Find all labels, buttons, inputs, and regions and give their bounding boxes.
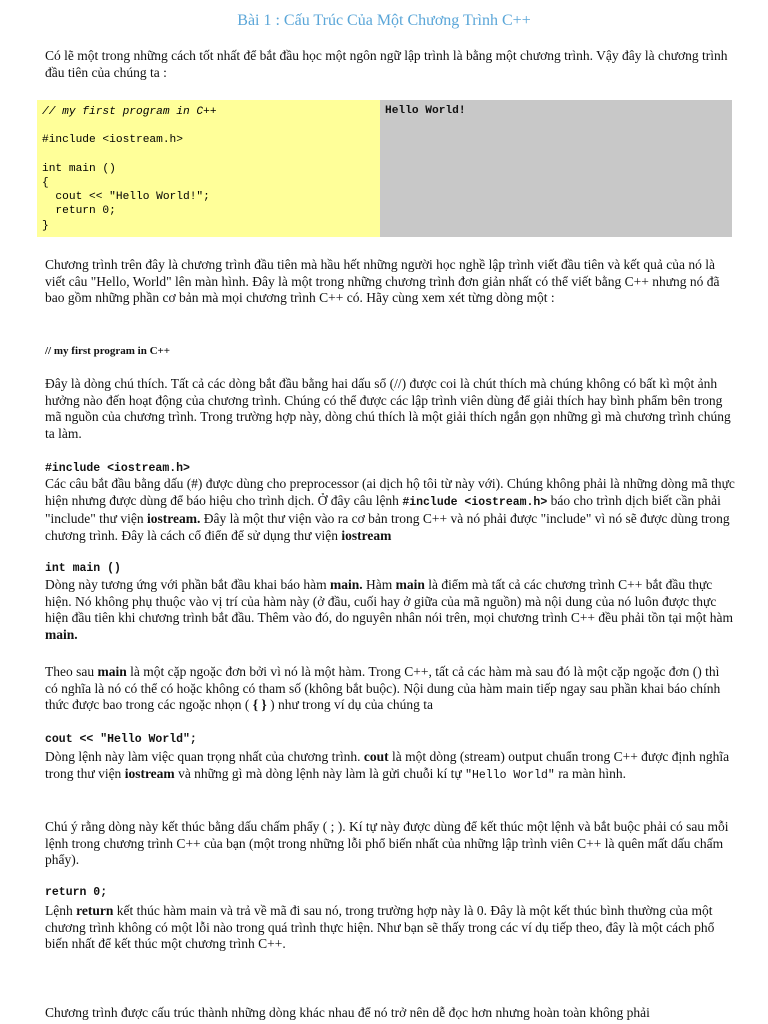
bold-term: iostream <box>124 765 175 781</box>
section-heading-comment: // my first program in C++ <box>45 345 171 357</box>
semicolon-paragraph: Chú ý rằng dòng này kết thúc bằng dấu chấm phẩy ( ; ). Kí tự này được dùng để kết thúc một lệnh và bắt buộc phải có sau mỗi lệnh trong chương trình C++ của bạn (một trong những lỗi phổ biến nhất của những lập trình viên C++ là quên mất dấu chấm phẩy). <box>45 819 729 867</box>
closing-paragraph: Chương trình được cấu trúc thành những dòng khác nhau để nó trở nên dễ đọc hơn nhưng hoàn toàn không phải <box>45 1005 650 1020</box>
section-heading-main: int main () <box>45 562 121 575</box>
return-paragraph <box>45 903 735 953</box>
text-run: Các câu bắt đầu bằng dấu (#) được dùng cho preprocessor (ai dịch hộ tôi từ này với). Chúng không phải là những dòng mã thực hiện nhưng được dùng để báo hiệu cho trình dịch. Ở đây câu lệnh <box>45 476 735 508</box>
text-run: Lệnh <box>45 903 77 918</box>
page-title: Bài 1 : Cấu Trúc Của Một Chương Trình C++ <box>237 12 531 29</box>
text-run: Đây là một thư viện vào ra cơ bản trong C++ và nó phải được "include" vì nó sẽ được dùng trong chương trình. Đây là cách cổ điển để sử dụng thư viện <box>45 511 730 543</box>
section-heading-return: return 0; <box>45 886 108 899</box>
text-run: ra màn hình. <box>554 765 627 781</box>
code-listing <box>37 100 380 237</box>
text-run: báo cho trình dịch biết cần phải "include" thư viện <box>45 492 721 526</box>
bold-term: return <box>76 903 114 918</box>
code-line: } <box>42 219 49 232</box>
bold-term: cout <box>363 749 389 764</box>
parens-paragraph <box>45 664 735 714</box>
text-run: Hàm <box>362 577 396 592</box>
section-heading-cout: cout << "Hello World"; <box>45 733 197 746</box>
code-line: #include <iostream.h> <box>42 134 183 147</box>
bold-term: main <box>97 664 127 679</box>
program-output: Hello World! <box>380 100 732 237</box>
main-paragraph <box>45 577 735 643</box>
text-run: là một cặp ngoặc đơn bởi vì nó là một hàm. Trong C++, tất cả các hàm mà sau đó là một cặp ngoặc đơn () thì có nghĩa là nó có thể có hoặc không có tham số (không bắt buộc). Nội dung của hàm main tiếp ngay sau phần khai báo chính thức được bao trong các ngoặc nhọn ( <box>45 664 721 712</box>
text-run: là một dòng (stream) output chuẩn trong C++ được định nghĩa trong thư viện <box>45 749 730 781</box>
code-line: cout << "Hello World!"; <box>42 191 210 204</box>
bold-term: iostream <box>341 527 392 543</box>
text-run: kết thúc hàm main và trả về mã đi sau nó, trong trường hợp này là 0. Đây là một kết thúc bình thường của một chương trình không có một lỗi nào trong quá trình thực hiện. Như bạn sẽ thấy trong các ví dụ tiếp theo, đây là một cách phổ biến nhất để kết thúc một chương trình C++. <box>45 903 715 951</box>
text-run: Dòng này tương ứng với phần bắt đầu khai báo hàm <box>45 577 330 592</box>
inline-code: #include <iostream.h> <box>402 495 548 509</box>
explanation-paragraph: Chương trình trên đây là chương trình đầu tiên mà hầu hết những người học nghề lập trình viết đầu tiên và kết quả của nó là viết câu "Hello, World" lên màn hình. Đây là một trong những chương trình đơn giản nhất có thể viết bằng C++ nhưng nó đã bao gồm những phần cơ bản mà mọi chương trình C++ có. Hãy cùng xem xét từng dòng một : <box>45 257 720 305</box>
comment-paragraph: Đây là dòng chú thích. Tất cả các dòng bắt đầu bằng hai dấu sổ (//) được coi là chút thích mà chúng không có bất kì một ảnh hưởng nào đến hoạt động của chương trình. Chúng có thể được các lập trình viên dùng để giải thích hay bình phẩm bên trong mã nguồn của chương trình. Trong trường hợp này, dòng chú thích là một giải thích ngắn gọn những gì mà chương trình chúng ta làm. <box>45 376 731 441</box>
include-paragraph <box>45 476 735 544</box>
bold-term: main. <box>45 626 78 642</box>
code-line: // my first program in C++ <box>42 106 217 118</box>
code-line: return 0; <box>42 205 116 218</box>
bold-term: main <box>395 577 425 592</box>
bold-term: main. <box>329 577 363 592</box>
code-line: { <box>42 177 49 190</box>
section-heading-include: #include <iostream.h> <box>45 462 190 475</box>
cout-paragraph <box>45 749 735 784</box>
bold-term: iostream. <box>146 511 201 526</box>
text-run: là điểm mà tất cả các chương trình C++ bắt đầu thực hiện. Nó không phụ thuộc vào vị trí của hàm này (ở đầu, cuối hay ở giữa của mã nguồn) mà nội dung của nó luôn được thực hiện đầu tiên khi chương trình bắt đầu. Thêm vào đó, do nguyên nhân nói trên, mọi chương trình C++ đều phải tồn tại một hàm <box>45 577 734 625</box>
text-run: Theo sau <box>45 664 98 679</box>
text-run: Dòng lệnh này làm việc quan trọng nhất của chương trình. <box>45 749 364 764</box>
text-run: và những gì mà dòng lệnh này làm là gửi chuỗi kí tự <box>174 765 466 781</box>
intro-paragraph: Có lẽ một trong những cách tốt nhất để bắt đầu học một ngôn ngữ lập trình là bằng một chương trình. Vậy đây là chương trình đầu tiên của chúng ta : <box>45 48 728 80</box>
inline-code: "Hello World" <box>465 768 555 782</box>
code-line: int main () <box>42 162 116 175</box>
bold-term: { } <box>252 697 267 712</box>
text-run: ) như trong ví dụ của chúng ta <box>266 697 433 712</box>
